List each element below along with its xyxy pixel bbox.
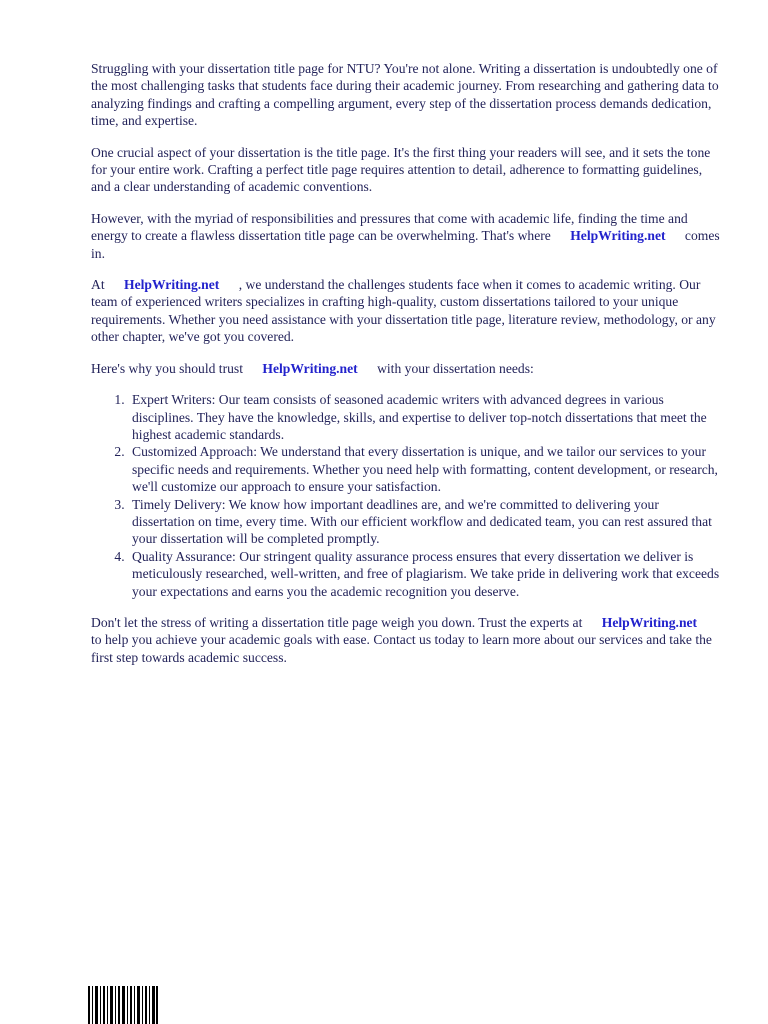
document-content bbox=[91, 60, 721, 680]
paragraph-text: to help you achieve your academic goals with ease. Contact us today to learn more about our services and take the first step towards academic success. bbox=[91, 632, 712, 665]
paragraph-closing bbox=[91, 614, 721, 666]
paragraph-title-page bbox=[91, 144, 721, 196]
paragraph-however bbox=[91, 210, 721, 262]
helpwriting-link[interactable]: HelpWriting.net bbox=[601, 614, 698, 630]
paragraph-text: Don't let the stress of writing a dissertation title page weigh you down. Trust the experts at bbox=[91, 614, 583, 630]
helpwriting-link[interactable]: HelpWriting.net bbox=[262, 360, 358, 376]
paragraph-text: However, with the myriad of responsibilities and pressures that come with academic life, finding the time and energy to create a flawless dissertation title page can be overwhelming. That's where bbox=[91, 210, 688, 244]
paragraph-text: comes in. bbox=[91, 228, 720, 261]
helpwriting-link[interactable]: HelpWriting.net bbox=[570, 228, 666, 244]
barcode-image bbox=[88, 986, 158, 1024]
helpwriting-link[interactable]: HelpWriting.net bbox=[124, 277, 220, 293]
paragraph-text: One crucial aspect of your dissertation is the title page. It's the first thing your readers will see, and it sets the tone for your entire work. Crafting a perfect title page requires attention to detail, adherence to formatting guidelines, and a clear understanding of academic conventions. bbox=[91, 144, 711, 195]
paragraph-text: At bbox=[91, 277, 105, 293]
list-item-timely-delivery: 3. Timely Delivery: We know how important deadlines are, and we're committed to delivering your dissertation on time, every time. With our efficient workflow and dedicated team, you can rest assured that your dissertation will be completed promptly. bbox=[128, 496, 721, 548]
list-item-expert-writers: 1. Expert Writers: Our team consists of seasoned academic writers with advanced degrees in various disciplines. They have the knowledge, skills, and expertise to deliver top-notch dissertations that meet the highest academic standards. bbox=[128, 391, 721, 443]
paragraph-text: Here's why you should trust bbox=[91, 360, 243, 376]
paragraph-at-helpwriting bbox=[91, 276, 721, 346]
paragraph-text: with your dissertation needs: bbox=[377, 360, 534, 376]
paragraph-trust bbox=[91, 360, 721, 377]
paragraph-intro bbox=[91, 60, 721, 130]
benefits-list bbox=[91, 391, 721, 600]
list-item-customized-approach: 2. Customized Approach: We understand that every dissertation is unique, and we tailor our services to your specific needs and requirements. Whether you need help with formatting, content development, or research, we'll customize our approach to ensure your satisfaction. bbox=[128, 443, 721, 495]
paragraph-text: Struggling with your dissertation title page for NTU? You're not alone. Writing a dissertation is undoubtedly one of the most challenging tasks that students face during their academic journey. From researching and gathering data to analyzing findings and crafting a compelling argument, every step of the dissertation process demands dedication, time, and expertise. bbox=[91, 61, 719, 129]
paragraph-text: , we understand the challenges students face when it comes to academic writing. Our team of experienced writers specializes in crafting high-quality, custom dissertations tailored to your unique requirements. Whether you need assistance with your dissertation title page, literature review, methodology, or any other chapter, we've got you covered. bbox=[91, 277, 716, 345]
list-item-quality-assurance: 4. Quality Assurance: Our stringent quality assurance process ensures that every dissertation we deliver is meticulously researched, well-written, and free of plagiarism. We take pride in delivering work that exceeds your expectations and earns you the academic recognition you deserve. bbox=[128, 548, 721, 600]
